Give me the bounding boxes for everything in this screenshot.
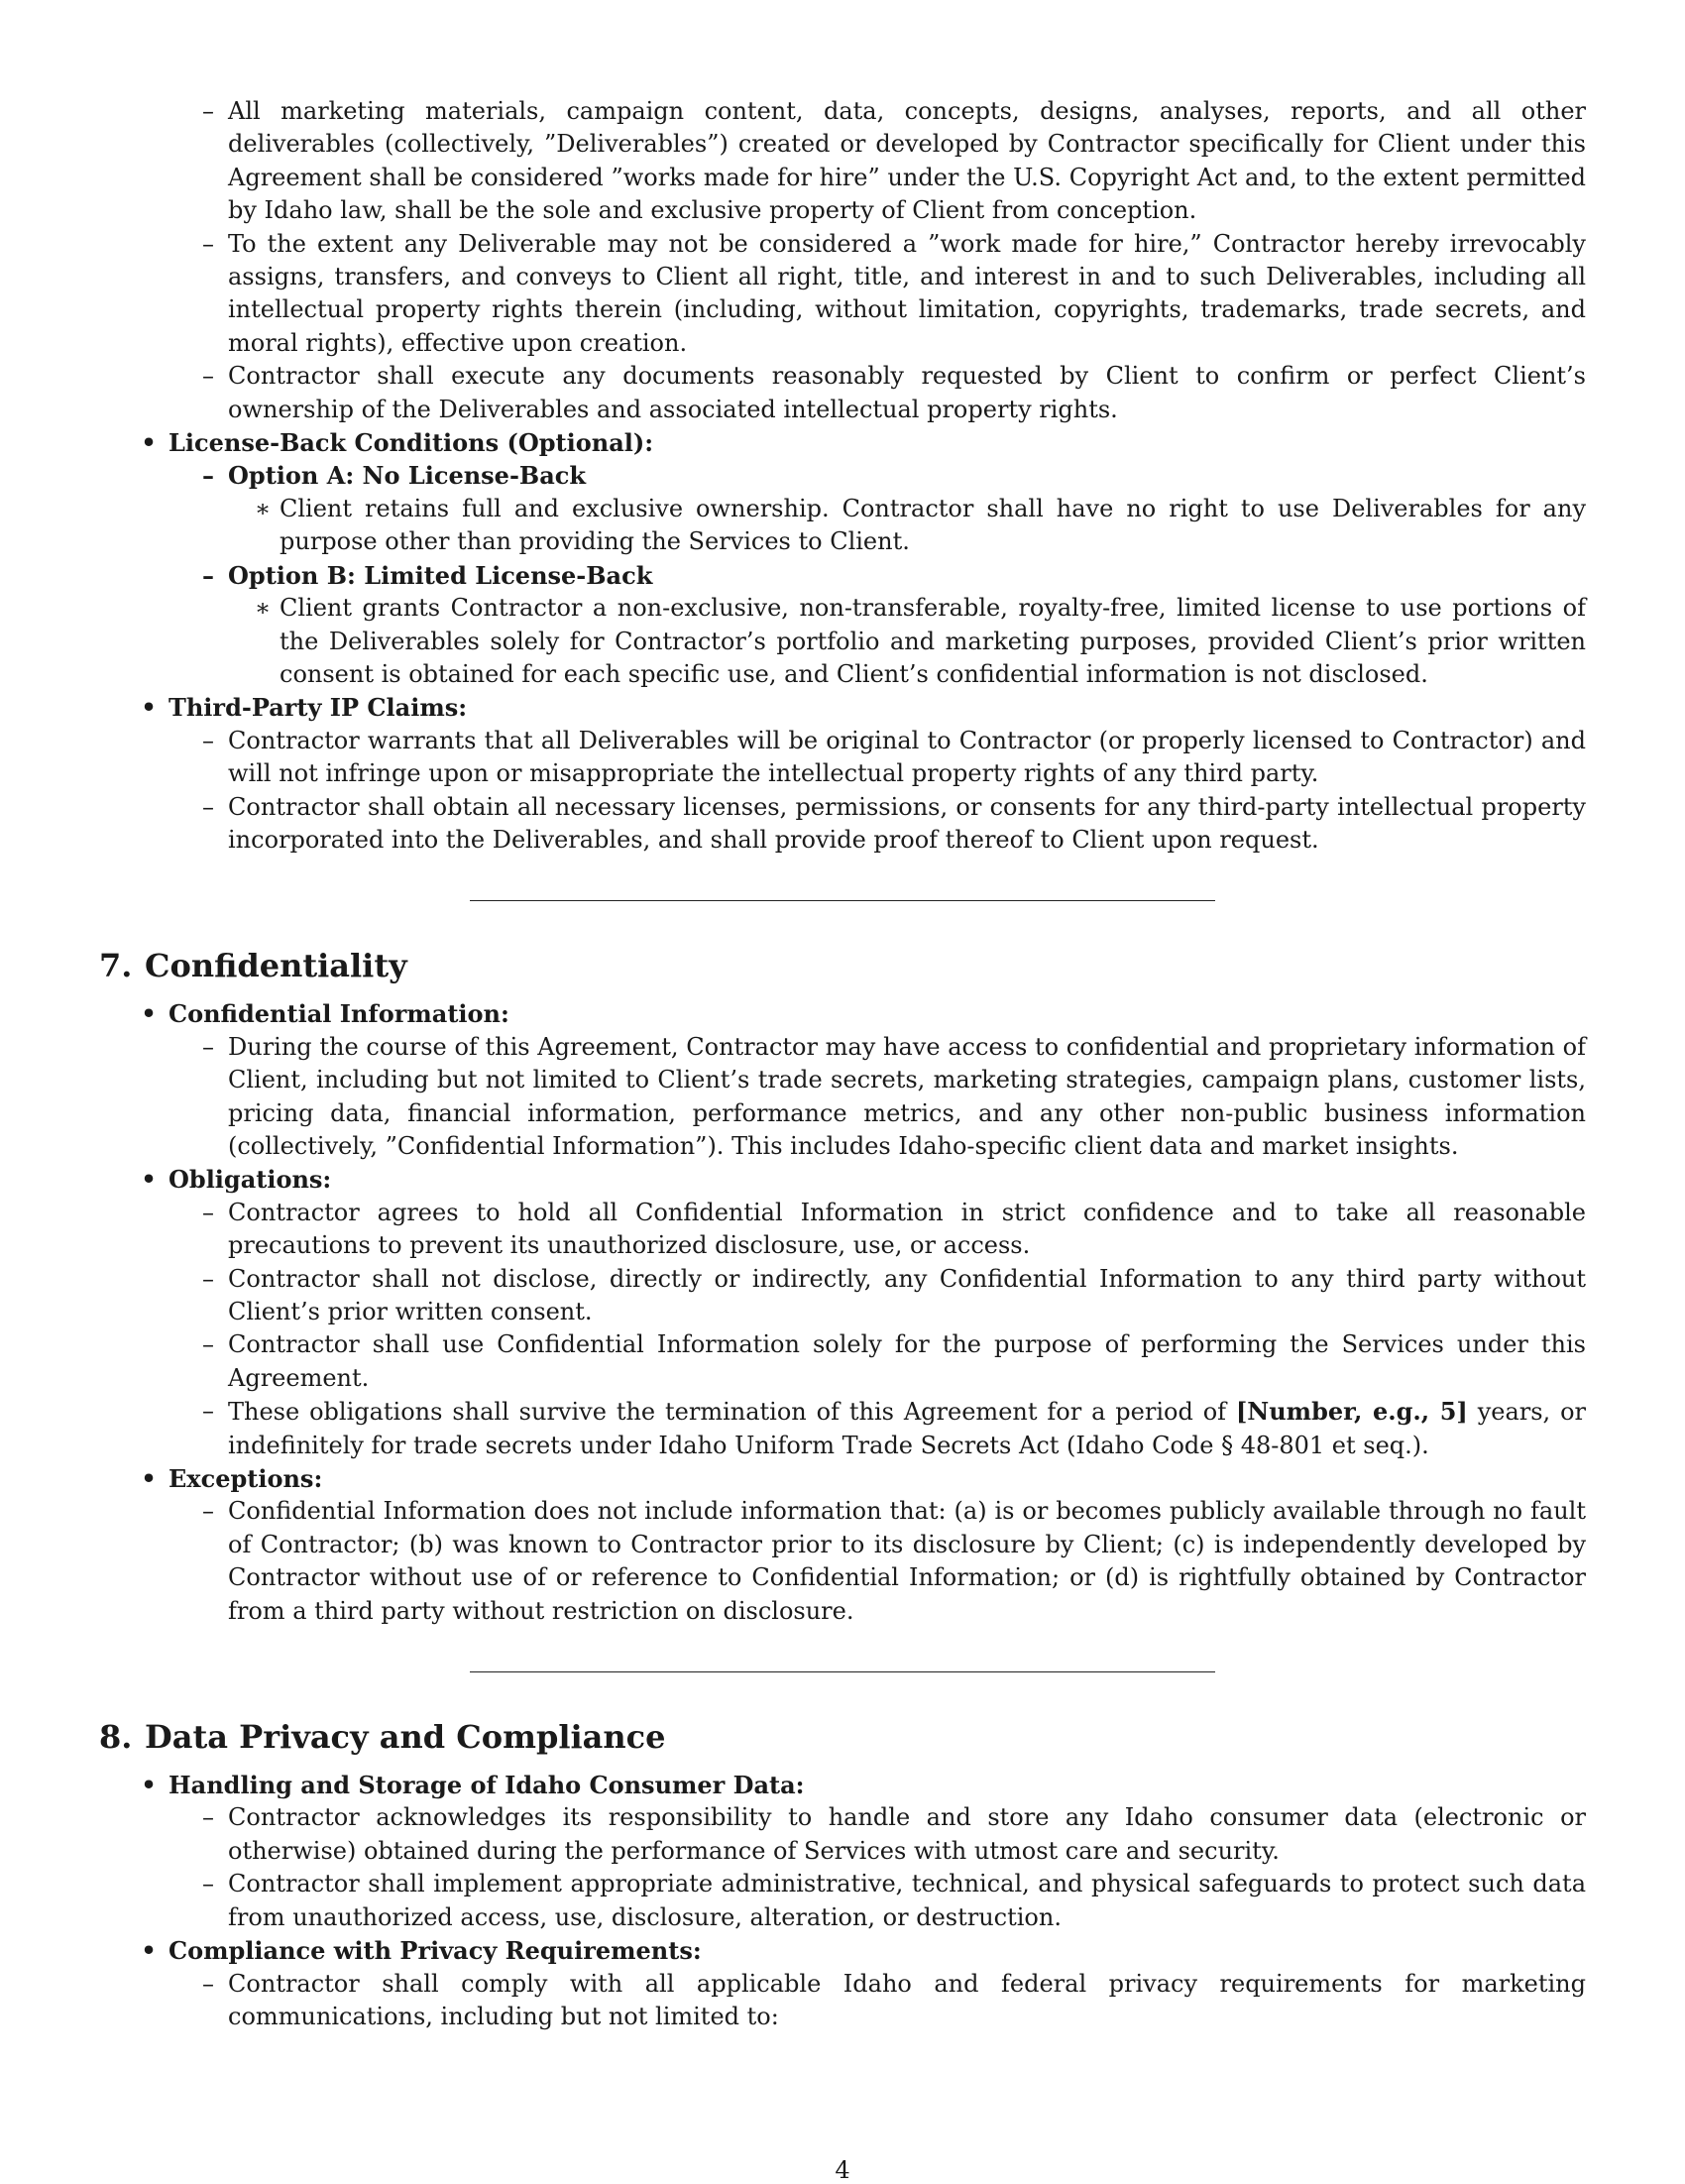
dash-marker: – [202,362,214,391]
star-marker: ∗ [254,494,272,522]
dash-marker: – [202,1330,214,1359]
list-item: – Contractor warrants that all Deliverables will be original to Contractor (or properly licensed to Contractor) and will not infringe upon or misappropriate the intellectual property rights of any third party. [228,725,1586,791]
dash-marker: – [202,792,214,821]
obligations-heading: • Obligations: [168,1163,1586,1196]
handling-heading: • Handling and Storage of Idaho Consumer Data: [168,1769,1586,1801]
section-7-title: 7. Confidentiality [99,947,407,985]
section-8-title: 8. Data Privacy and Compliance [99,1718,666,1757]
bullet-marker: • [141,1936,157,1966]
list-item [202,95,1586,228]
bullet-marker: • [141,1464,157,1494]
license-back-heading: • License-Back Conditions (Optional): [168,426,1586,459]
list-item: – Contractor agrees to hold all Confidential Information in strict confidence and to take all reasonable precautions to prevent its unauthorized disclosure, use, or access. [228,1197,1586,1263]
list-item: – Contractor shall use Confidential Information solely for the purpose of performing the Services under this Agreement. [228,1328,1586,1395]
dash-marker: – [202,1032,214,1061]
page-number: 4 [835,2156,850,2184]
bullet-marker: • [141,1771,157,1800]
dash-marker: – [202,1264,214,1293]
list-item: – Contractor acknowledges its responsibility to handle and store any Idaho consumer data (electronic or otherwise) obtained during the performance of Services with utmost care and security. [228,1801,1586,1868]
list-item: – These obligations shall survive the termination of this Agreement for a period of [Number, e.g., 5] years, or indefinitely for trade secrets under Idaho Uniform Trade Secrets Act (Idaho Code § 48-801 et seq.). [228,1395,1586,1462]
third-party-heading: • Third-Party IP Claims: [168,691,1586,724]
list-item: – Confidential Information does not include information that: (a) is or becomes publicly available through no fault of Contractor; (b) was known to Contractor prior to its disclosure by Client; (c) is independently developed by Contractor without use of or reference to Confidential Information; or (d) is rightfully obtained by Contractor from a third party without restriction on disclosure. [228,1495,1586,1628]
bullet-marker: • [141,693,157,723]
dash-marker: – [202,229,214,258]
list-item [202,360,1586,426]
star-marker: ∗ [254,594,272,623]
confidential-info-heading: • Confidential Information: [168,997,1586,1030]
ownership-item: To the extent any Deliverable may not be considered a ”work made for hire,” Contractor hereby irrevocably assigns, transfers, and conveys to Client all right, title, and interest in and to such Deliverables, including all intellectual property rights therein (including, without limitation, copyrights, trademarks, trade secrets, and moral rights), effective upon creation. [228,229,1586,357]
ownership-item: Contractor shall execute any documents reasonably requested by Client to confirm or perfect Client’s ownership of the Deliverables and associated intellectual property rights. [228,362,1586,423]
bullet-marker: • [141,1165,157,1195]
option-a-text: ∗ Client retains full and exclusive ownership. Contractor shall have no right to use Deliverables for any purpose other than providing the Services to Client. [280,493,1586,559]
dash-marker: – [202,1803,214,1832]
option-b-heading: – Option B: Limited License-Back [228,559,1586,592]
term-placeholder: [Number, e.g., 5] [1235,1397,1468,1427]
section-divider [470,1671,1215,1672]
list-item: – Contractor shall implement appropriate administrative, technical, and physical safeguards to protect such data from unauthorized access, use, disclosure, alteration, or destruction. [228,1868,1586,1934]
option-a-heading: – Option A: No License-Back [228,459,1586,492]
compliance-heading: • Compliance with Privacy Requirements: [168,1934,1586,1967]
dash-marker: – [202,726,214,754]
list-item: – Contractor shall obtain all necessary licenses, permissions, or consents for any third-party intellectual property incorporated into the Deliverables, and shall provide proof thereof to Client upon request. [228,791,1586,858]
list-item: – Contractor shall comply with all applicable Idaho and federal privacy requirements for marketing communications, including but not limited to: [228,1968,1586,2034]
dash-marker: – [202,1870,214,1898]
section-divider [470,900,1215,901]
bullet-marker: • [141,428,157,458]
dash-marker: – [202,1969,214,1998]
bullet-marker: • [141,999,157,1029]
option-b-text: ∗ Client grants Contractor a non-exclusive, non-transferable, royalty-free, limited license to use portions of the Deliverables solely for Contractor’s portfolio and marketing purposes, provided Client’s prior written consent is obtained for each specific use, and Client’s confidential information is not disclosed. [280,592,1586,691]
list-item: – During the course of this Agreement, Contractor may have access to confidential and proprietary information of Client, including but not limited to Client’s trade secrets, marketing strategies, campaign plans, customer lists, pricing data, financial information, performance metrics, and any other non-public business information (collectively, ”Confidential Information”). This includes Idaho-specific client data and market insights. [228,1031,1586,1164]
dash-marker: – [202,1397,214,1426]
dash-marker: – [202,1497,214,1526]
list-item: – Contractor shall not disclose, directly or indirectly, any Confidential Information to any third party without Client’s prior written consent. [228,1263,1586,1329]
dash-marker: – [202,461,214,491]
exceptions-heading: • Exceptions: [168,1462,1586,1495]
dash-marker: – [202,97,214,125]
dash-marker: – [202,1198,214,1226]
page-content [99,95,1586,2033]
dash-marker: – [202,560,214,590]
list-item [202,228,1586,361]
ownership-item: All marketing materials, campaign content, data, concepts, designs, analyses, reports, and all other deliverables (collectively, ”Deliverables”) created or developed by Contractor specifically for Client under this Agreement shall be considered ”works made for hire” under the U.S. Copyright Act and, to the extent permitted by Idaho law, shall be the sole and exclusive property of Client from conception. [228,97,1586,225]
